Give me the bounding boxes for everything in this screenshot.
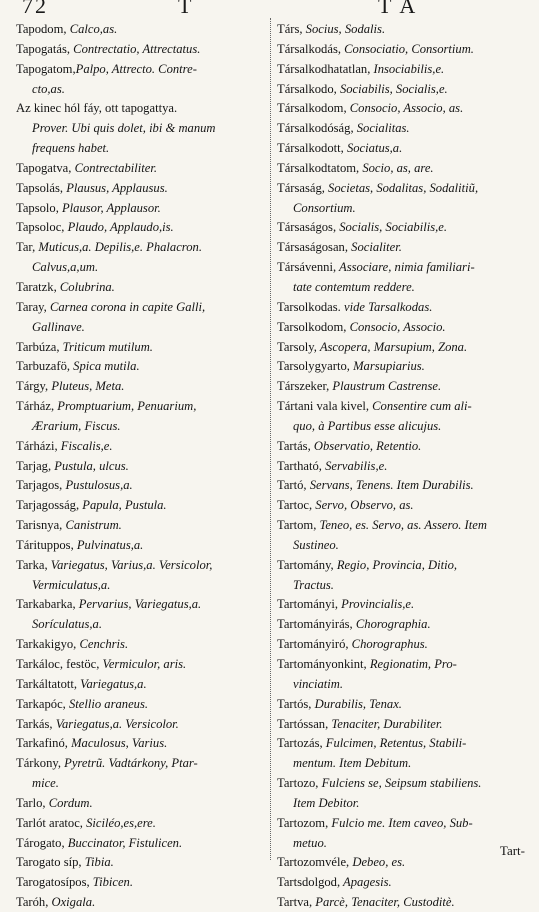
dictionary-entry [277,317,533,337]
latin-gloss: Siciléo,es,ere. [82,815,156,830]
dictionary-entry [16,594,267,614]
latin-gloss: quo, à Partibus esse alicujus. [293,418,442,433]
latin-gloss: Socialitas. [353,121,410,136]
dictionary-entry [277,257,533,277]
headword: Tartományirás, [277,617,353,632]
dictionary-entry [277,376,533,396]
latin-gloss: Colubrina. [56,279,115,294]
entry-continuation [277,416,533,436]
dictionary-entry [277,694,533,714]
headword: Társalkodott, [277,141,344,156]
dictionary-entry [16,277,267,297]
latin-gloss: Plaudo, Applaudo,is. [64,220,174,235]
headword: Tarogatosípos, [16,875,90,890]
dictionary-entry [277,892,533,912]
dictionary-entry [277,495,533,515]
headword: Tartós, [277,696,312,711]
headword: Tartományonkint, [277,657,367,671]
dictionary-entry [16,39,267,59]
headword: Taratzk, [16,279,57,294]
dictionary-entry [277,178,533,198]
latin-gloss: Papula, Pustula. [79,498,167,513]
entry-continuation [16,575,267,595]
dictionary-entry [16,158,267,178]
latin-gloss: Plausor, Applausor. [58,200,161,215]
latin-gloss: Contrectabiliter. [71,160,158,175]
latin-gloss: Parcè, Tenaciter, Custoditè. [312,895,455,910]
headword: Taróh, [16,895,49,910]
latin-gloss: Servo, Observo, as. [312,498,414,513]
latin-gloss: Pustula, ulcus. [51,458,129,473]
headword: Tárogato, [16,835,65,850]
latin-gloss: Tractus. [293,577,334,592]
latin-gloss: Pulvinatus,a. [73,537,144,552]
latin-gloss: Plausus, Applausus. [63,180,168,195]
headword: Tartó, [277,478,307,493]
latin-gloss: Regio, Provincia, Ditio, [333,557,458,572]
headword: Tarkafinó, [16,736,68,751]
dictionary-entry [16,555,267,575]
entry-continuation [277,198,533,218]
latin-gloss: Consocio, Associo, as. [346,101,464,116]
headword: Tarbúza, [16,339,60,354]
entry-continuation [277,833,533,853]
latin-gloss: frequens habet. [32,141,110,156]
headword: Társalkodom, [277,101,347,116]
headword: Tarkabarka, [16,597,76,612]
latin-gloss: Muticus,a. Depilis,e. Phalacron. [35,240,202,255]
headword: Társaságosan, [277,240,348,255]
dictionary-entry [277,614,533,634]
headword: Tartóssan, [277,716,329,731]
headword: Tartozomvéle, [277,855,350,870]
running-head-right: T A [378,0,418,18]
entry-continuation [16,416,267,436]
headword: Társalkodás, [277,41,341,56]
latin-gloss: Sociatus,a. [343,141,403,156]
dictionary-entry [277,158,533,178]
dictionary-entry [16,733,267,753]
latin-gloss: Gallinave. [32,319,85,334]
dictionary-entry [277,98,533,118]
latin-gloss: Consortium. [293,200,356,215]
headword: Társaságos, [277,220,337,235]
headword: Tárkony, [16,756,61,771]
dictionary-entry [277,59,533,79]
dictionary-entry [277,872,533,892]
headword: Taray, [16,299,47,314]
headword: Tapsoloc, [16,220,65,235]
latin-gloss: Teneo, es. Servo, as. Assero. Item [316,518,487,533]
headword: Tarjagosság, [16,498,80,513]
dictionary-entry [277,654,533,674]
headword: Tapsolás, [16,180,64,195]
latin-gloss: Fulciens se, Seipsum stabiliens. [318,776,482,791]
dictionary-entry [277,138,533,158]
dictionary-entry [277,773,533,793]
dictionary-entry [277,733,533,753]
latin-gloss: Regionatim, Pro- [366,657,457,671]
headword: Tartozás, [277,736,323,751]
latin-gloss: Marsupiarius. [349,359,425,374]
dictionary-entry [16,475,267,495]
entry-continuation [277,753,533,773]
headword: Társalkodhatatlan, [277,61,371,76]
catchword: Tart- [499,843,525,858]
headword: Tarkás, [16,716,53,731]
dictionary-entry [277,396,533,416]
latin-gloss: Socialiter. [348,240,402,255]
latin-gloss: vide Tarsalkodas. [340,299,433,314]
dictionary-entry [277,217,533,237]
latin-gloss: Tibia. [81,855,114,870]
latin-gloss: metuo. [293,835,327,850]
headword: Tarisnya, [16,518,63,533]
dictionary-entry [16,674,267,694]
headword: Tartozo, [277,776,319,791]
headword: Tarogato síp, [16,855,82,870]
latin-gloss: Consentire cum ali- [368,399,472,414]
headword: Tartoc, [277,498,313,513]
dictionary-entry [277,297,533,317]
entry-continuation [16,118,267,138]
latin-gloss: Tenaciter, Durabiliter. [328,716,443,731]
latin-gloss: Pyretrũ. Vadtárkony, Ptar- [61,756,198,771]
headword: Tarsolygyarto, [277,359,350,374]
latin-gloss: Ærarium, Fiscus. [32,418,121,433]
headword: Tarbuzafö, [16,359,71,374]
dictionary-entry [16,19,267,39]
headword: Tarsolkodas. [277,299,341,314]
dictionary-entry [16,634,267,654]
headword: Tartás, [277,438,311,453]
headword: Tartsdolgod, [277,875,341,890]
headword: Tartható, [277,458,322,473]
entry-continuation [277,575,533,595]
dictionary-entry [277,515,533,535]
latin-gloss: Chorographus. [348,637,428,652]
latin-gloss: Pluteus, Meta. [48,379,125,394]
dictionary-entry [277,813,533,833]
latin-gloss: Servans, Tenens. Item Durabilis. [306,478,474,493]
latin-gloss: Pervarius, Variegatus,a. [75,597,202,612]
column-divider [270,18,271,860]
entry-continuation [16,79,267,99]
latin-gloss: Fulcio me. Item caveo, Sub- [328,815,473,830]
headword: Tartozom, [277,815,329,830]
dictionary-entry [16,694,267,714]
latin-gloss: Contrectatio, Attrectatus. [70,41,201,56]
headword: Társalkodo, [277,81,337,96]
page-number: 72 [22,0,48,18]
entry-continuation [16,317,267,337]
latin-gloss: Sociabilis, Socialis,e. [336,81,448,96]
dictionary-entry [16,178,267,198]
dictionary-entry [277,436,533,456]
dictionary-entry [16,892,267,912]
latin-gloss: Cordum. [45,795,93,810]
dictionary-entry [277,237,533,257]
latin-gloss: cto,as. [32,81,65,96]
dictionary-entry [277,594,533,614]
headword: Tapogatva, [16,160,72,175]
headword: Társávenni, [277,260,337,275]
entry-continuation [277,277,533,297]
latin-gloss: Consociatio, Consortium. [341,41,474,56]
latin-gloss: vinciatim. [293,676,344,691]
latin-gloss: Variegatus, Varius,a. Versicolor, [47,557,213,572]
headword: Tartományi, [277,597,339,612]
running-head-left: T [178,0,194,18]
dictionary-entry [277,356,533,376]
dictionary-entry [277,337,533,357]
latin-gloss: Calvus,a,um. [32,260,99,275]
headword: Az kinec hól fáy, ott tapogattya. [16,101,178,116]
headword: Tarsoly, [277,339,317,354]
dictionary-entry [16,337,267,357]
headword: Tarsolkodom, [277,319,347,334]
dictionary-entry [16,872,267,892]
latin-gloss: Cenchris. [76,637,129,652]
latin-gloss: Maculosus, Varius. [67,736,168,751]
dictionary-entry [16,217,267,237]
latin-gloss: Durabilis, Tenax. [311,696,402,711]
headword: Tarkapóc, [16,696,66,711]
latin-gloss: Fiscalis,e. [57,438,113,453]
dictionary-entry [16,356,267,376]
latin-gloss: Promptuarium, Penuarium, [54,399,197,414]
latin-gloss: tate contemtum reddere. [293,279,415,294]
latin-gloss: Carnea corona in capite Galli, [46,299,206,314]
headword: Társaság, [277,180,325,195]
latin-gloss: Buccinator, Fistulicen. [64,835,183,850]
headword: Tapodom, [16,22,67,36]
headword: Tarkáloc, festöc, [16,657,100,671]
dictionary-entry [16,436,267,456]
dictionary-entry [16,98,267,118]
entry-continuation [277,674,533,694]
latin-gloss: Variegatus,a. Versicolor. [52,716,179,731]
latin-gloss: Provincialis,e. [338,597,415,612]
dictionary-entry [16,753,267,773]
latin-gloss: Observatio, Retentio. [310,438,422,453]
headword: Társzeker, [277,379,330,394]
latin-gloss: Sorículatus,a. [32,617,102,632]
headword: Tárház, [16,399,55,414]
dictionary-entry [16,793,267,813]
latin-gloss: Spica mutila. [70,359,140,374]
headword: Tarlo, [16,795,46,810]
latin-gloss: Canistrum. [62,518,122,533]
headword: Társalkodóság, [277,121,354,136]
dictionary-entry [277,634,533,654]
latin-gloss: Plaustrum Castrense. [329,379,442,394]
headword: Tapogatás, [16,41,71,56]
dictionary-entry [277,19,533,39]
headword: Tartomány, [277,557,334,572]
headword: Tarkakigyo, [16,637,77,652]
entry-continuation [16,257,267,277]
entry-continuation [277,793,533,813]
headword: Tarka, [16,557,48,572]
dictionary-entry [277,79,533,99]
left-column [16,19,267,912]
headword: Tarjag, [16,458,52,473]
latin-gloss: Societas, Sodalitas, Sodalitiũ, [324,180,479,195]
latin-gloss: Oxigala. [48,895,96,910]
dictionary-entry [277,475,533,495]
latin-gloss: Socialis, Sociabilis,e. [336,220,447,235]
dictionary-entry [16,833,267,853]
dictionary-entry [277,39,533,59]
latin-gloss: Debeo, es. [349,855,406,870]
latin-gloss: Sustineo. [293,537,339,552]
dictionary-entry [16,535,267,555]
headword: Tártani vala kivel, [277,399,369,414]
headword: Társalkodtatom, [277,160,360,175]
latin-gloss: Palpo, Attrecto. Contre- [75,61,197,76]
headword: Tapsolo, [16,200,59,215]
headword: Tárházi, [16,438,58,453]
latin-gloss: Prover. Ubi quis dolet, ibi & manum [32,121,216,136]
latin-gloss: Triticum mutilum. [59,339,153,354]
dictionary-entry [277,555,533,575]
entry-continuation [277,535,533,555]
dictionary-entry [277,714,533,734]
dictionary-entry [16,396,267,416]
dictionary-entry [16,495,267,515]
dictionary-entry [277,852,533,872]
dictionary-entry [16,237,267,257]
headword: Társ, [277,22,303,36]
headword: Tartományiró, [277,637,349,652]
headword: Tárituppos, [16,537,74,552]
latin-gloss: Vermiculatus,a. [32,577,111,592]
dictionary-entry [277,456,533,476]
dictionary-entry [16,714,267,734]
latin-gloss: Stellio araneus. [65,696,149,711]
dictionary-entry [16,198,267,218]
latin-gloss: Insociabilis,e. [370,61,445,76]
headword: Tárgy, [16,379,49,394]
dictionary-entry [16,813,267,833]
headword: Tarkáltatott, [16,676,78,691]
latin-gloss: Tibicen. [89,875,134,890]
latin-gloss: Chorographia. [352,617,431,632]
headword: Tartva, [277,895,313,910]
latin-gloss: mentum. Item Debitum. [293,756,412,771]
dictionary-entry [16,852,267,872]
latin-gloss: Calco,as. [66,22,118,36]
dictionary-entry [16,456,267,476]
latin-gloss: Fulcimen, Retentus, Stabili- [322,736,467,751]
latin-gloss: Consocio, Associo. [346,319,446,334]
dictionary-entry [16,654,267,674]
latin-gloss: mice. [32,776,59,791]
dictionary-entry [16,59,267,79]
dictionary-entry [277,118,533,138]
latin-gloss: Vermiculor, aris. [99,657,187,671]
latin-gloss: Variegatus,a. [77,676,147,691]
latin-gloss: Item Debitor. [293,795,360,810]
right-column [277,19,533,912]
headword: Tartom, [277,518,317,533]
entry-continuation [16,773,267,793]
latin-gloss: Socius, Sodalis. [302,22,386,36]
headword: Tar, [16,240,36,255]
entry-continuation [16,138,267,158]
entry-continuation [16,614,267,634]
dictionary-entry [16,297,267,317]
latin-gloss: Servabilis,e. [321,458,388,473]
latin-gloss: Ascopera, Marsupium, Zona. [316,339,468,354]
headword: Tapogatom, [16,61,76,76]
latin-gloss: Associare, nimia familiari- [336,260,475,275]
headword: Tarlót aratoc, [16,815,83,830]
latin-gloss: Pustulosus,a. [62,478,133,493]
headword: Tarjagos, [16,478,63,493]
latin-gloss: Socio, as, are. [359,160,434,175]
latin-gloss: Apagesis. [340,875,392,890]
dictionary-entry [16,376,267,396]
dictionary-entry [16,515,267,535]
